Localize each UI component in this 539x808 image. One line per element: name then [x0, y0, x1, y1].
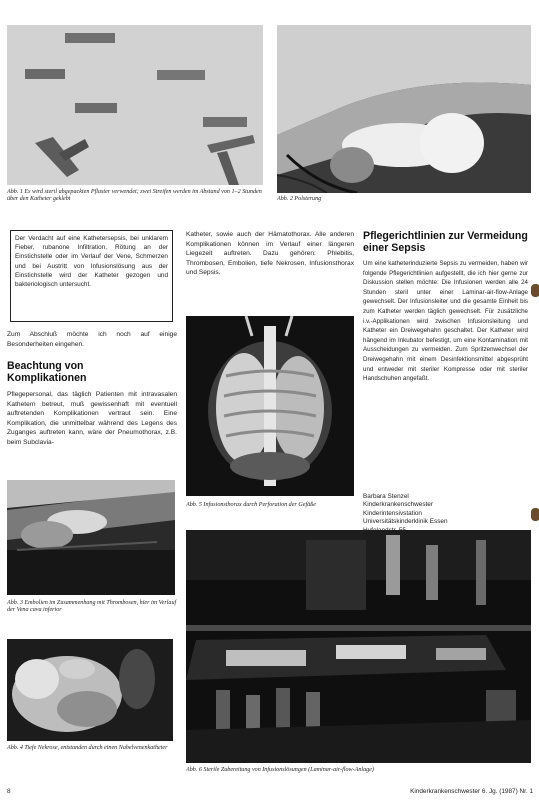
author-line-2: Kinderintensivstation: [363, 509, 422, 517]
highlight-box: [10, 230, 173, 322]
author-line-1: Kinderkrankenschwester: [363, 501, 433, 509]
left-intro-text: Zum Abschluß möchte ich noch auf einige Besonderheiten eingehen.: [7, 331, 177, 348]
photo-abb4-necrosis: [7, 639, 173, 741]
highlight-box-text: Der Verdacht auf eine Kathetersepsis, bei unklarem Fieber, rubanone Infiltration, Rötung an der Einstichstelle oder im Verlauf der Vene, Schmerzen und bei Austritt von Infusionslösung aus der Einstichstelle wird der Katheter gezogen und bakteriologisch untersucht.: [15, 235, 168, 289]
photo-abb1-plaster: [7, 25, 263, 185]
middle-body-text: Katheter, sowie auch der Hämatothorax. Alle anderen Komplikationen können im Verlauf einer längeren Liegezeit auftreten. Dazu gehören: Phlebitis, Thrombosen, Embolien, tiefe Nekrosen, Infusionsthorax und Sepsis.: [186, 231, 354, 277]
caption-abb5: Abb. 5 Infusionsthorax durch Perforation der Gefäße: [186, 502, 316, 508]
photo-abb3-embolism: [7, 480, 175, 595]
caption-abb4: Abb. 4 Tiefe Nekrose, entstanden durch einen Nabelvenenkatheter: [7, 745, 168, 751]
left-body-text: Pflegepersonal, das täglich Patienten mit intravasalen Kathetern betreut, muß gewissenhaft mit eventuell auftretenden Komplikationen vertraut sein. Eine Komplikation, die unmittelbar während des Legens des Zuganges auftreten kann, wäre der Pneumothorax, z.B. beim Subclavia-: [7, 391, 177, 446]
journal-footer: Kinderkrankenschwester 6. Jg. (1987) Nr. 1: [410, 788, 533, 795]
photo-abb6-laminar-flow: [186, 530, 531, 763]
binder-hole-bottom: [531, 508, 539, 521]
caption-abb1: Abb. 1 Es wird steril abgepackten Pflaster verwendet; zwei Streifen werden im Abstand von 1–2 Stunden über den Katheter geklebt: [7, 189, 262, 203]
author-name: Barbara Stenzel: [363, 493, 409, 500]
binder-hole-top: [531, 284, 539, 297]
photo-abb5-xray: [186, 316, 354, 496]
author-line-3: Universitätskinderklinik Essen: [363, 518, 448, 526]
right-body-text: Um eine katheterinduzierte Sepsis zu vermeiden, haben wir folgende Pflegerichtlinien aufgestellt, die ich hier gerne zur Diskussion stellen möchte: Die Infusionen werden alle 24 Stunden steril unter einer Laminar-air-flow-Anlage gewechselt. Der Infusionsleiter und die gesamte Einheit bis zum Katheter werden täglich gewechselt. Für zusätzliche i.v.-Applikationen wird zwischen Infusionsleitung und Katheter ein Dreiwegehahn geschaltet. Der Katheter wird hängend im Inkubator befestigt, um eine Kontamination mit Ausscheidungen zu vermeiden. Zum Spritzenwechsel der Dreiwegehahn mit einem Desinfektionsmittel abgesprüht und entweder mit steriler Kompresse oder mit steriler Handschuhen angefaßt.: [363, 260, 528, 383]
heading-complications: Beachtung von Komplikationen: [7, 360, 87, 384]
caption-abb6: Abb. 6 Sterile Zubereitung von Infusionslösungen (Laminar-air-flow-Anlage): [186, 767, 374, 773]
caption-abb3: Abb. 3 Embolien im Zusammenhang mit Thrombosen, hier im Verlauf der Vena cava inferior: [7, 600, 177, 614]
page-number: 8: [7, 788, 11, 795]
caption-abb2: Abb. 2 Polsterung: [277, 196, 322, 202]
photo-abb2-padding: [277, 25, 531, 193]
heading-sepsis-guidelines: Pflegerichtlinien zur Vermeidung einer Sepsis: [363, 230, 528, 254]
